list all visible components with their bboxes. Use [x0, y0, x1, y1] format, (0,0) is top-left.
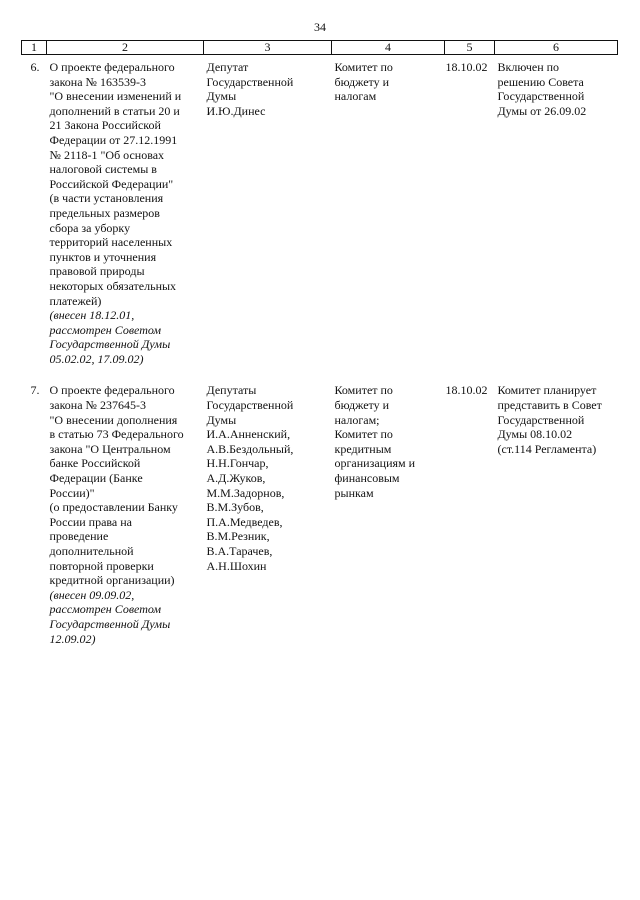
column-header-6: 6: [495, 41, 618, 55]
text-line: Думы 08.10.02: [497, 427, 573, 442]
text-line: некоторых обязательных: [49, 278, 177, 293]
text-line: Государственной Думы: [49, 616, 171, 631]
text-line: предельных размеров: [49, 205, 160, 220]
text-line: (в части установления: [49, 191, 164, 206]
text-line: (ст.114 Регламента): [497, 441, 597, 456]
bill-status: [495, 378, 618, 646]
text-line: 12.09.02): [49, 631, 96, 646]
text-line: Государственной: [206, 398, 294, 413]
text-line: налогам: [334, 89, 377, 104]
text-line: Комитет планирует: [497, 383, 597, 398]
text-line: повторной проверки: [49, 558, 154, 573]
column-header-5: 5: [445, 41, 495, 55]
text-line: О проекте федерального: [49, 60, 175, 74]
text-line: (внесен 18.12.01,: [49, 308, 135, 323]
text-line: банке Российской: [49, 456, 141, 471]
text-line: представить в Совет: [497, 398, 602, 413]
text-line: закона № 163539-3: [49, 74, 146, 89]
bill-description: [47, 378, 204, 646]
bill-table: [21, 40, 618, 646]
row-number: 6.: [30, 60, 40, 74]
column-header-3: 3: [204, 41, 332, 55]
text-line: дополнительной: [49, 544, 134, 558]
row-spacer: [22, 366, 618, 378]
text-line: (внесен 09.09.02,: [49, 587, 135, 602]
bill-description: [47, 55, 204, 367]
text-line: А.В.Бездольный,: [206, 441, 294, 456]
text-line: рынкам: [334, 485, 374, 500]
text-line: налогам;: [334, 412, 380, 427]
text-line: Российской Федерации": [49, 176, 174, 191]
text-line: Депутаты: [206, 383, 257, 398]
text-line: Комитет по: [334, 383, 393, 398]
bill-author: [204, 378, 332, 646]
text-line: "О внесении дополнения: [49, 412, 178, 427]
text-line: рассмотрен Советом: [49, 602, 162, 617]
column-header-1: 1: [22, 41, 47, 55]
bill-author: [204, 55, 332, 367]
text-line: решению Совета: [497, 74, 584, 89]
text-line: Думы: [206, 89, 237, 104]
page-number: 34: [314, 20, 326, 34]
text-line: Думы: [206, 412, 237, 427]
text-line: бюджету и: [334, 398, 390, 413]
bill-status: [495, 55, 618, 367]
text-line: Комитет по: [334, 60, 393, 74]
table-row: [22, 55, 618, 367]
text-line: (о предоставлении Банку: [49, 500, 178, 515]
text-line: Включен по: [497, 60, 560, 74]
text-line: И.А.Анненский,: [206, 427, 291, 442]
text-line: В.М.Резник,: [206, 529, 270, 544]
text-line: Депутат: [206, 60, 249, 74]
text-line: А.Н.Шохин: [206, 558, 267, 573]
text-line: Федерации от 27.12.1991: [49, 132, 178, 147]
review-date: 18.10.02: [445, 383, 488, 398]
text-line: платежей): [49, 293, 102, 308]
responsible-committee: [332, 378, 445, 646]
text-line: М.М.Задорнов,: [206, 485, 285, 500]
text-line: финансовым: [334, 471, 400, 486]
text-line: организациям и: [334, 456, 416, 471]
text-line: Государственной: [497, 89, 585, 104]
text-line: Думы от 26.09.02: [497, 103, 587, 118]
table-row: [22, 378, 618, 646]
text-line: Государственной Думы: [49, 337, 171, 352]
text-line: сбора за уборку: [49, 220, 131, 235]
text-line: Комитет по: [334, 427, 393, 442]
text-line: В.М.Зубов,: [206, 500, 264, 515]
responsible-committee: [332, 55, 445, 367]
text-line: России)": [49, 485, 95, 500]
text-line: Н.Н.Гончар,: [206, 456, 269, 471]
text-line: И.Ю.Динес: [206, 103, 266, 118]
column-header-4: 4: [332, 41, 445, 55]
text-line: территорий населенных: [49, 235, 173, 250]
text-line: закона "О Центральном: [49, 441, 171, 456]
text-line: П.А.Медведев,: [206, 514, 283, 529]
column-number-header: [22, 41, 618, 55]
text-line: А.Д.Жуков,: [206, 471, 266, 486]
text-line: Государственной: [206, 74, 294, 89]
text-line: 05.02.02, 17.09.02): [49, 351, 144, 366]
text-line: В.А.Тарачев,: [206, 544, 273, 558]
text-line: России права на: [49, 514, 132, 529]
text-line: рассмотрен Советом: [49, 322, 162, 337]
text-line: правовой природы: [49, 264, 145, 279]
review-date: 18.10.02: [445, 60, 488, 74]
text-line: № 2118-1 "Об основах: [49, 147, 165, 162]
text-line: в статью 73 Федерального: [49, 427, 184, 442]
text-line: бюджету и: [334, 74, 390, 89]
text-line: Федерации (Банке: [49, 471, 143, 486]
text-line: "О внесении изменений и: [49, 89, 182, 104]
text-line: кредитной организации): [49, 573, 175, 588]
column-header-2: 2: [47, 41, 204, 55]
text-line: пунктов и уточнения: [49, 249, 157, 264]
text-line: О проекте федерального: [49, 383, 175, 398]
text-line: проведение: [49, 529, 109, 544]
text-line: дополнений в статьи 20 и: [49, 103, 180, 118]
text-line: закона № 237645-3: [49, 398, 146, 413]
text-line: налоговой системы в: [49, 162, 157, 177]
row-number: 7.: [30, 383, 40, 398]
text-line: Государственной: [497, 412, 585, 427]
text-line: 21 Закона Российской: [49, 118, 161, 133]
text-line: кредитным: [334, 441, 392, 456]
